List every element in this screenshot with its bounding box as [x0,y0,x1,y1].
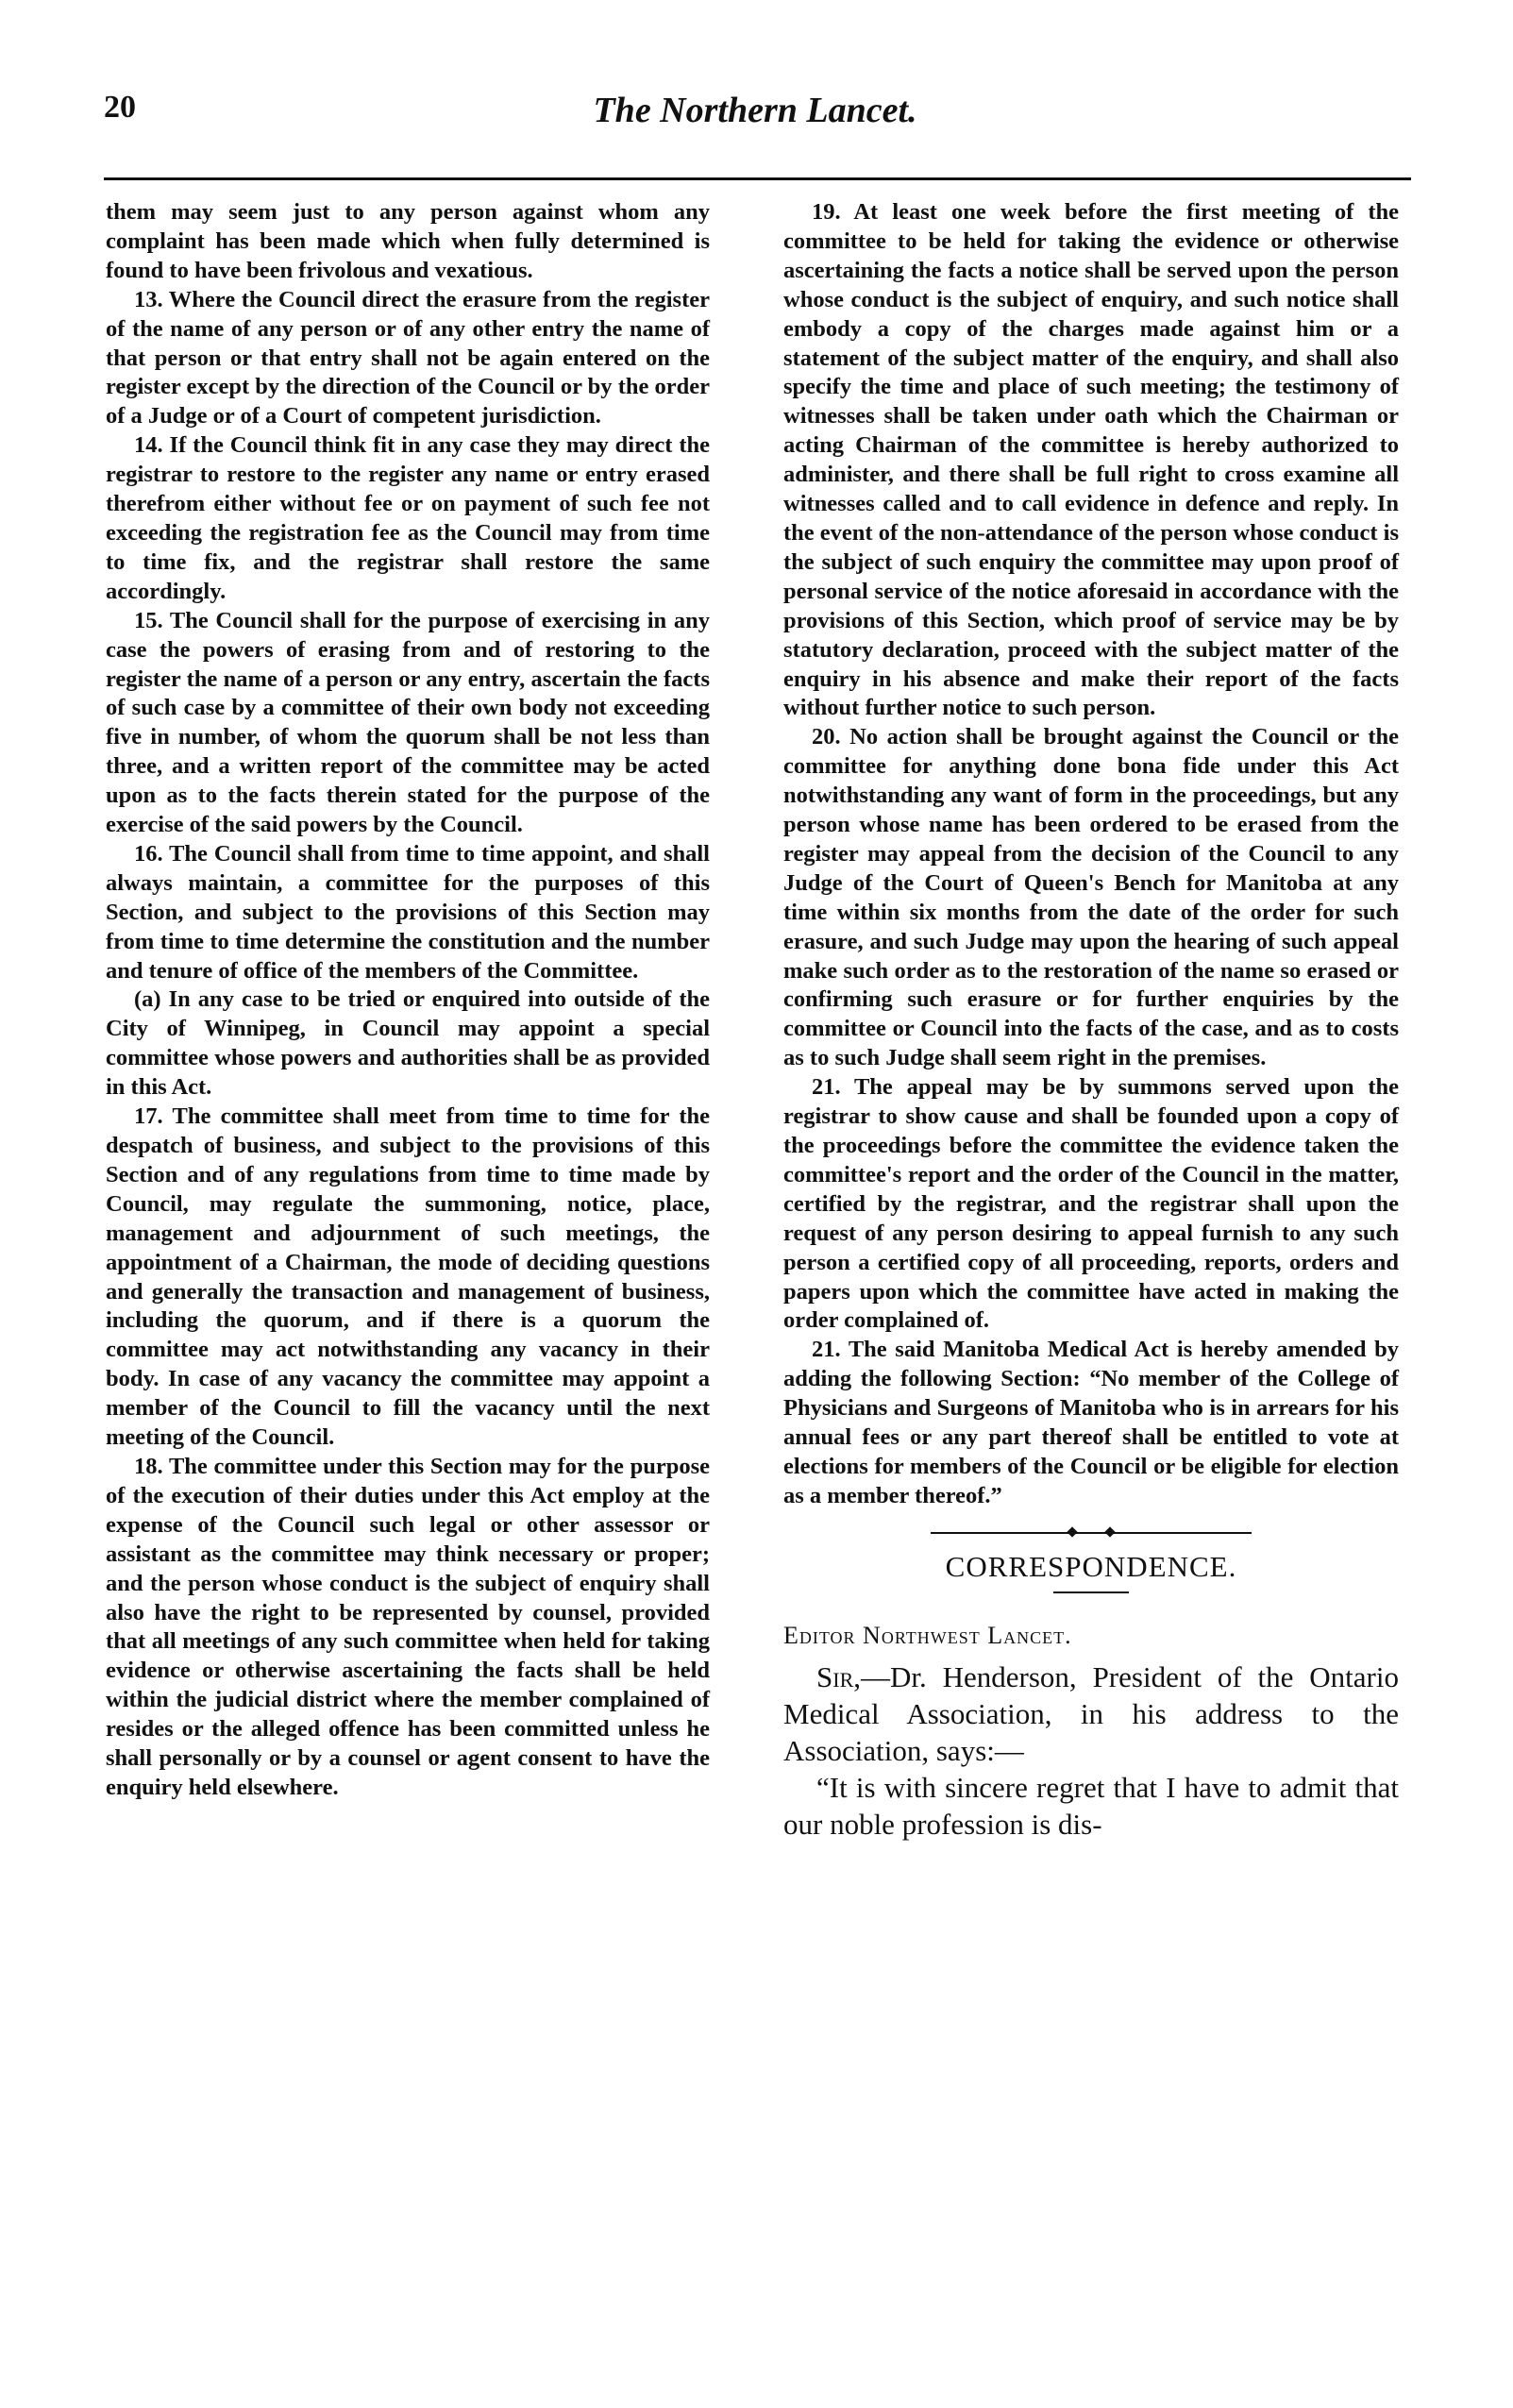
heading-rule [1053,1591,1129,1593]
letter-paragraph [783,1659,1399,1769]
paragraph: 17. The committee shall meet from time to time for the despatch of business, and subject to the provisions of this Section and of any regulations from time to time made by Council, may regulate the summoning, notice, place, management and adjournment of such meetings, the appointment of a Chairman, the mode of deciding questions and generally the transaction and management of business, including the quorum, and if there is a quorum the committee may act notwithstanding any vacancy in their body. In case of any vacancy the committee may appoint a member of the Council to fill the vacancy until the next meeting of the Council. [106,1103,710,1451]
page-header [104,90,1406,146]
journal-title: The Northern Lancet. [593,91,917,130]
paragraph: 19. At least one week before the first meeting of the committee to be held for taking the evidence or otherwise ascertaining the facts a notice shall be served upon the person whose conduct is the subject of enquiry, and such notice shall embody a copy of the charges made against him or a statement of the subject matter of the enquiry, and shall also specify the time and place of such meeting; the testimony of witnesses shall be taken under oath which the Chairman or acting Chairman of the committee is hereby authorized to administer, and there shall be full right to cross examine all witnesses called and to call evidence in defence and reply. In the event of the non-attendance of the person whose conduct is the subject of such enquiry the committee may upon proof of personal service of the notice aforesaid in accordance with the provisions of this Section, which proof of service may be by statutory declaration, proceed with the subject matter of the enquiry in his absence and make their report of the facts without further notice to such person. [783,199,1399,721]
header-rule [104,177,1411,180]
paragraph: 14. If the Council think fit in any case they may direct the registrar to restore to the register any name or entry erased therefrom either without fee or on payment of such fee not exceeding the registration fee as the Council may from time to time fix, and the registrar shall restore the same accordingly. [106,432,710,604]
right-column [783,198,1399,1843]
paragraph: 16. The Council shall from time to time appoint, and shall always maintain, a committee for the purposes of this Section, and subject to the provisions of this Section may from time to time determine the constitution and the number and tenure of office of the members of the Committee. [106,840,710,984]
paragraph: 21. The said Manitoba Medical Act is hereby amended by adding the following Section: “No member of the College of Physicians and Surgeons of Manitoba who is in arrears for his annual fees or any part thereof shall be entitled to vote at elections for members of the Council or be eligible for election as a member thereof.” [783,1337,1399,1508]
paragraph: 20. No action shall be brought against the Council or the committee for anything done bona fide under this Act notwithstanding any want of form in the proceedings, but any person whose name has been ordered to be erased from the register may appeal from the decision of the Council to any Judge of the Court of Queen's Bench for Manitoba at any time within six months from the date of the order for such erasure, and such Judge may upon the hearing of such appeal make such order as to the restoration of the name so erased or confirming such erasure or for further enquiries by the committee or Council into the facts of the case, and as to costs as to such Judge shall seem right in the premises. [783,724,1399,1071]
letter-text: —Dr. Henderson, President of the Ontario Medical Association, in his address to the Association, says:— [783,1659,1399,1767]
letter-addressee: Editor Northwest Lancet. [783,1621,1072,1649]
paragraph: 21. The appeal may be by summons served upon the registrar to show cause and shall be founded upon a copy of the proceedings before the committee the evidence taken the committee's report and the order of the Council in the matter, certified by the registrar, and the registrar shall upon the request of any person desiring to appeal furnish to any such person a certified copy of all proceeding, reports, orders and papers upon which the committee have acted in making the order complained of. [783,1074,1399,1334]
page-number: 20 [104,90,136,125]
paragraph: 13. Where the Council direct the erasure from the register of the name of any person or of any other entry the name of that person or that entry shall not be again entered on the register except by the direction of the Council or by the order of a Judge or of a Court of competent jurisdiction. [106,286,710,429]
paragraph: 15. The Council shall for the purpose of exercising in any case the powers of erasing from and of restoring to the register the name of a person or any entry, ascertain the facts of such case by a committee of their own body not exceeding five in number, of whom the quorum shall be not less than three, and a written report of the committee may be acted upon as to the facts therein stated for the purpose of the exercise of the said powers by the Council. [106,607,710,838]
section-heading: CORRESPONDENCE. [945,1549,1237,1583]
left-column [106,198,710,1803]
paragraph: 18. The committee under this Section may for the purpose of the execution of their duties under this Act employ at the expense of the Council such legal or other assessor or assistant as the committee may think necessary or proper; and the person whose conduct is the subject of enquiry shall also have the right to be represented by counsel, provided that all meetings of any such committee when held for taking evidence or otherwise ascertaining the facts shall be held within the judicial district where the member complained of resides or the alleged offence has been committed unless he shall personally or by a counsel or agent consent to have the enquiry held elsewhere. [106,1453,710,1800]
paragraph: (a) In any case to be tried or enquired into outside of the City of Winnipeg, in Council may appoint a special committee whose powers and authorities shall be as provided in this Act. [106,986,710,1101]
section-divider [931,1530,1252,1536]
paragraph: them may seem just to any person against whom any complaint has been made which when fully determined is found to have been frivolous and vexatious. [106,199,710,283]
salutation: Sir, [816,1659,861,1693]
letter-paragraph: “It is with sincere regret that I have to admit that our noble profession is dis- [783,1770,1399,1841]
letter-body [783,1659,1399,1843]
